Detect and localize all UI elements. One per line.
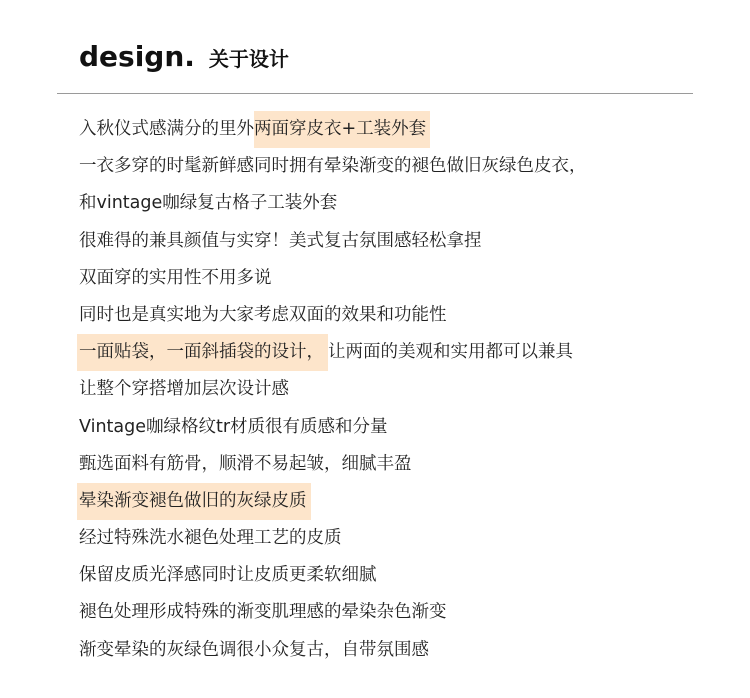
section-header — [79, 40, 289, 80]
text-line — [79, 632, 719, 669]
line-text: 入秋仪式感满分的里外 — [79, 119, 254, 139]
highlighted-text: 一面贴袋，一面斜插袋的设计， — [77, 334, 328, 371]
line-text: 甄选面料有筋骨，顺滑不易起皱，细腻丰盈 — [79, 453, 412, 474]
line-text: 保留皮质光泽感同时让皮质更柔软细腻 — [79, 565, 377, 586]
line-text: 一衣多穿的时髦新鲜感同时拥有晕染渐变的褪色做旧灰绿色皮衣， — [79, 156, 587, 177]
text-line — [79, 409, 719, 446]
text-line — [79, 557, 719, 594]
text-line — [79, 520, 719, 557]
text-line — [79, 111, 719, 148]
line-text: 经过特殊洗水褪色处理工艺的皮质 — [79, 528, 342, 549]
text-line — [79, 260, 719, 297]
line-text: 很难得的兼具颜值与实穿！美式复古氛围感轻松拿捏 — [79, 230, 482, 251]
text-line — [79, 371, 719, 408]
line-text: 让两面的美观和实用都可以兼具 — [328, 342, 573, 363]
brand-logo-text: design. — [79, 40, 195, 73]
section-title: 关于设计 — [208, 47, 289, 71]
text-line — [79, 334, 719, 371]
text-line — [79, 594, 719, 631]
line-text: 同时也是真实地为大家考虑双面的效果和功能性 — [79, 304, 447, 325]
line-text: Vintage咖绿格纹tr材质很有质感和分量 — [79, 416, 388, 437]
highlighted-text: 两面穿皮衣+工装外套 — [254, 111, 430, 148]
text-line — [79, 148, 719, 185]
text-line — [79, 223, 719, 260]
text-line — [79, 185, 719, 222]
highlighted-text: 晕染渐变褪色做旧的灰绿皮质 — [77, 483, 311, 520]
header-divider — [57, 93, 693, 94]
text-line — [79, 483, 719, 520]
line-text: 双面穿的实用性不用多说 — [79, 267, 272, 288]
description-lines — [79, 111, 719, 669]
text-line — [79, 446, 719, 483]
line-text: 让整个穿搭增加层次设计感 — [79, 379, 289, 400]
line-text: 褪色处理形成特殊的渐变肌理感的晕染杂色渐变 — [79, 602, 447, 623]
text-line — [79, 297, 719, 334]
line-text: 渐变晕染的灰绿色调很小众复古，自带氛围感 — [79, 639, 429, 660]
line-text: 和vintage咖绿复古格子工装外套 — [79, 193, 338, 214]
